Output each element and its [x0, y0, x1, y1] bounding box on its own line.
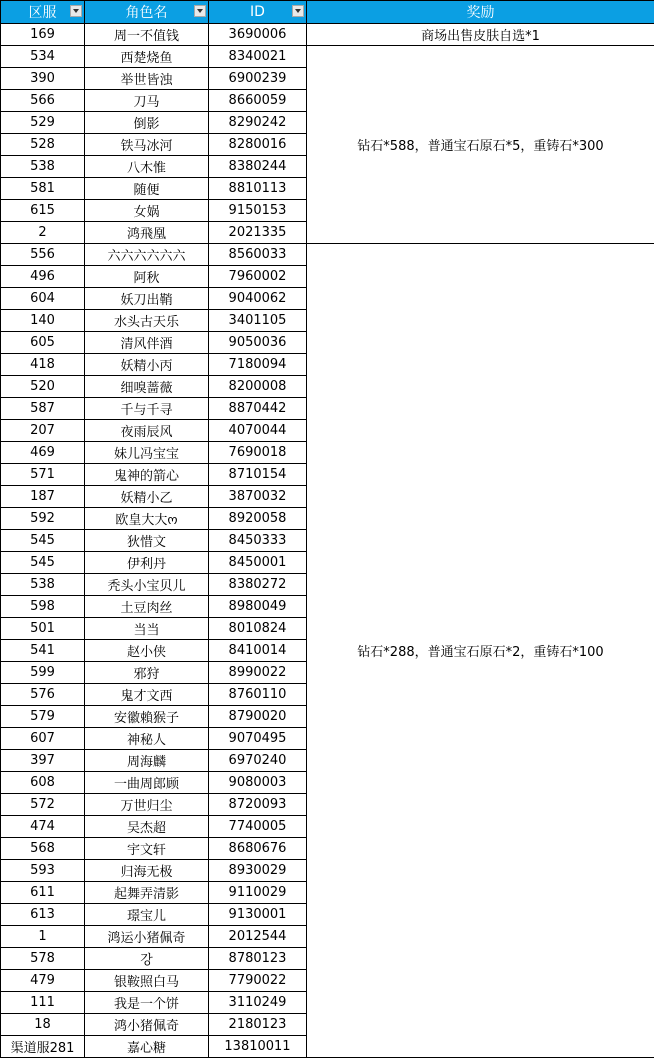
cell-id[interactable]: 3690006 [209, 24, 307, 46]
cell-server[interactable]: 587 [1, 398, 85, 420]
cell-id[interactable]: 9130001 [209, 904, 307, 926]
cell-name[interactable]: 西楚烧鱼 [85, 46, 209, 68]
cell-server[interactable]: 111 [1, 992, 85, 1014]
cell-id[interactable]: 8200008 [209, 376, 307, 398]
filter-dropdown-icon[interactable] [292, 5, 304, 17]
cell-name[interactable]: 千与千寻 [85, 398, 209, 420]
cell-server[interactable]: 545 [1, 530, 85, 552]
cell-id[interactable]: 7790022 [209, 970, 307, 992]
cell-name[interactable]: 女娲 [85, 200, 209, 222]
cell-server[interactable]: 576 [1, 684, 85, 706]
cell-id[interactable]: 8980049 [209, 596, 307, 618]
cell-server[interactable]: 615 [1, 200, 85, 222]
cell-server[interactable]: 528 [1, 134, 85, 156]
cell-server[interactable]: 572 [1, 794, 85, 816]
table-body [1, 24, 654, 1058]
cell-name[interactable]: 秃头小宝贝儿 [85, 574, 209, 596]
cell-name[interactable]: 鸿飛凰 [85, 222, 209, 244]
cell-id[interactable]: 8340021 [209, 46, 307, 68]
cell-id[interactable]: 3401105 [209, 310, 307, 332]
cell-server[interactable]: 581 [1, 178, 85, 200]
cell-id[interactable]: 6900239 [209, 68, 307, 90]
table-row [1, 46, 654, 68]
cell-server[interactable]: 1 [1, 926, 85, 948]
cell-server[interactable]: 140 [1, 310, 85, 332]
cell-name[interactable]: 倒影 [85, 112, 209, 134]
cell-server[interactable]: 545 [1, 552, 85, 574]
header-id-label: ID [250, 4, 265, 20]
cell-id[interactable]: 4070044 [209, 420, 307, 442]
cell-server[interactable]: 571 [1, 464, 85, 486]
cell-id[interactable]: 8680676 [209, 838, 307, 860]
cell-id[interactable]: 9110029 [209, 882, 307, 904]
cell-server[interactable]: 607 [1, 728, 85, 750]
cell-id[interactable]: 8380272 [209, 574, 307, 596]
cell-id[interactable]: 8810113 [209, 178, 307, 200]
cell-server[interactable]: 520 [1, 376, 85, 398]
cell-name[interactable]: 赵小侠 [85, 640, 209, 662]
cell-name[interactable]: 细嗅蔷薇 [85, 376, 209, 398]
cell-name[interactable]: 嘉心糖 [85, 1036, 209, 1058]
cell-server[interactable]: 538 [1, 574, 85, 596]
cell-server[interactable]: 207 [1, 420, 85, 442]
header-reward-label: 奖励 [467, 2, 495, 22]
cell-id[interactable]: 7690018 [209, 442, 307, 464]
cell-id[interactable]: 8930029 [209, 860, 307, 882]
cell-name[interactable]: 吴杰超 [85, 816, 209, 838]
cell-name[interactable]: 八木惟 [85, 156, 209, 178]
cell-server[interactable]: 566 [1, 90, 85, 112]
cell-server[interactable]: 593 [1, 860, 85, 882]
cell-server[interactable]: 187 [1, 486, 85, 508]
cell-server[interactable]: 579 [1, 706, 85, 728]
cell-id[interactable]: 8290242 [209, 112, 307, 134]
table-row [1, 244, 654, 266]
cell-server[interactable]: 2 [1, 222, 85, 244]
header-name-label: 角色名 [126, 2, 168, 22]
header-row [1, 1, 654, 24]
cell-id[interactable]: 9050036 [209, 332, 307, 354]
cell-name[interactable]: 妖精小乙 [85, 486, 209, 508]
cell-id[interactable]: 9070495 [209, 728, 307, 750]
cell-name[interactable]: 阿秋 [85, 266, 209, 288]
cell-name[interactable]: 随便 [85, 178, 209, 200]
cell-server[interactable]: 529 [1, 112, 85, 134]
cell-server[interactable]: 469 [1, 442, 85, 464]
cell-id[interactable]: 7180094 [209, 354, 307, 376]
cell-id[interactable]: 8450333 [209, 530, 307, 552]
filter-dropdown-icon[interactable] [70, 5, 82, 17]
cell-server[interactable]: 538 [1, 156, 85, 178]
cell-id[interactable]: 8990022 [209, 662, 307, 684]
cell-name[interactable]: 清风伴酒 [85, 332, 209, 354]
cell-id[interactable]: 8710154 [209, 464, 307, 486]
cell-name[interactable]: 鬼才文西 [85, 684, 209, 706]
cell-name[interactable]: 起舞弄清影 [85, 882, 209, 904]
cell-name[interactable]: 夜雨辰风 [85, 420, 209, 442]
cell-id[interactable]: 9080003 [209, 772, 307, 794]
cell-reward[interactable]: 钻石*588，普通宝石原石*5，重铸石*300 [307, 46, 654, 244]
cell-name[interactable]: 宇文轩 [85, 838, 209, 860]
cell-name[interactable]: 伊利丹 [85, 552, 209, 574]
cell-server[interactable]: 608 [1, 772, 85, 794]
cell-id[interactable]: 8760110 [209, 684, 307, 706]
cell-server[interactable]: 613 [1, 904, 85, 926]
cell-server[interactable]: 474 [1, 816, 85, 838]
cell-id[interactable]: 7740005 [209, 816, 307, 838]
cell-name[interactable]: 一曲周郎顾 [85, 772, 209, 794]
cell-server[interactable]: 599 [1, 662, 85, 684]
cell-id[interactable]: 2021335 [209, 222, 307, 244]
cell-reward[interactable]: 商场出售皮肤自选*1 [307, 24, 654, 46]
cell-reward[interactable]: 钻石*288，普通宝石原石*2，重铸石*100 [307, 244, 654, 1058]
cell-id[interactable]: 3110249 [209, 992, 307, 1014]
cell-server[interactable]: 611 [1, 882, 85, 904]
cell-name[interactable]: 鬼神的箭心 [85, 464, 209, 486]
cell-name[interactable]: 狄惜文 [85, 530, 209, 552]
cell-server[interactable]: 605 [1, 332, 85, 354]
cell-server[interactable]: 390 [1, 68, 85, 90]
filter-dropdown-icon[interactable] [194, 5, 206, 17]
cell-id[interactable]: 9040062 [209, 288, 307, 310]
cell-id[interactable]: 8920058 [209, 508, 307, 530]
cell-server[interactable]: 568 [1, 838, 85, 860]
header-reward [307, 1, 654, 24]
cell-name[interactable]: 周海麟 [85, 750, 209, 772]
cell-server[interactable]: 418 [1, 354, 85, 376]
cell-name[interactable]: 妹儿冯宝宝 [85, 442, 209, 464]
cell-name[interactable]: 土豆肉丝 [85, 596, 209, 618]
header-id [209, 1, 307, 24]
cell-name[interactable]: 当当 [85, 618, 209, 640]
cell-name[interactable]: 妖刀出鞘 [85, 288, 209, 310]
cell-id[interactable]: 9150153 [209, 200, 307, 222]
cell-id[interactable]: 8380244 [209, 156, 307, 178]
cell-name[interactable]: 万世归尘 [85, 794, 209, 816]
cell-server[interactable]: 541 [1, 640, 85, 662]
cell-id[interactable]: 13810011 [209, 1036, 307, 1058]
cell-name[interactable]: 邪狩 [85, 662, 209, 684]
cell-server[interactable]: 渠道服281 [1, 1036, 85, 1058]
cell-id[interactable]: 8660059 [209, 90, 307, 112]
cell-name[interactable]: 水头古天乐 [85, 310, 209, 332]
cell-server[interactable]: 604 [1, 288, 85, 310]
cell-id[interactable]: 8450001 [209, 552, 307, 574]
cell-name[interactable]: 周一不值钱 [85, 24, 209, 46]
cell-id[interactable]: 8010824 [209, 618, 307, 640]
cell-id[interactable]: 8870442 [209, 398, 307, 420]
header-server-label: 区服 [29, 2, 57, 22]
cell-id[interactable]: 8780123 [209, 948, 307, 970]
cell-server[interactable]: 479 [1, 970, 85, 992]
cell-name[interactable]: 我是一个饼 [85, 992, 209, 1014]
cell-id[interactable]: 6970240 [209, 750, 307, 772]
header-name [85, 1, 209, 24]
cell-name[interactable]: 六六六六六六 [85, 244, 209, 266]
cell-id[interactable]: 8560033 [209, 244, 307, 266]
cell-server[interactable]: 598 [1, 596, 85, 618]
cell-id[interactable]: 8280016 [209, 134, 307, 156]
cell-server[interactable]: 556 [1, 244, 85, 266]
cell-id[interactable]: 2180123 [209, 1014, 307, 1036]
cell-name[interactable]: 刀马 [85, 90, 209, 112]
cell-server[interactable]: 592 [1, 508, 85, 530]
cell-server[interactable]: 496 [1, 266, 85, 288]
cell-server[interactable]: 534 [1, 46, 85, 68]
cell-server[interactable]: 169 [1, 24, 85, 46]
cell-id[interactable]: 2012544 [209, 926, 307, 948]
cell-server[interactable]: 18 [1, 1014, 85, 1036]
cell-name[interactable]: 璟宝儿 [85, 904, 209, 926]
cell-name[interactable]: 欧皇大大ო [85, 508, 209, 530]
cell-name[interactable]: 安徽賴猴子 [85, 706, 209, 728]
cell-id[interactable]: 3870032 [209, 486, 307, 508]
cell-id[interactable]: 8410014 [209, 640, 307, 662]
cell-name[interactable]: 神秘人 [85, 728, 209, 750]
cell-name[interactable]: 归海无极 [85, 860, 209, 882]
cell-id[interactable]: 8720093 [209, 794, 307, 816]
cell-name[interactable]: 鸿小猪佩奇 [85, 1014, 209, 1036]
cell-id[interactable]: 8790020 [209, 706, 307, 728]
cell-name[interactable]: 鸿运小猪佩奇 [85, 926, 209, 948]
cell-server[interactable]: 501 [1, 618, 85, 640]
header-server [1, 1, 85, 24]
table-row [1, 24, 654, 46]
cell-name[interactable]: 妖精小丙 [85, 354, 209, 376]
cell-server[interactable]: 578 [1, 948, 85, 970]
cell-name[interactable]: 举世皆浊 [85, 68, 209, 90]
cell-server[interactable]: 397 [1, 750, 85, 772]
cell-name[interactable]: 강 [85, 948, 209, 970]
cell-name[interactable]: 银鞍照白马 [85, 970, 209, 992]
cell-name[interactable]: 铁马冰河 [85, 134, 209, 156]
cell-id[interactable]: 7960002 [209, 266, 307, 288]
